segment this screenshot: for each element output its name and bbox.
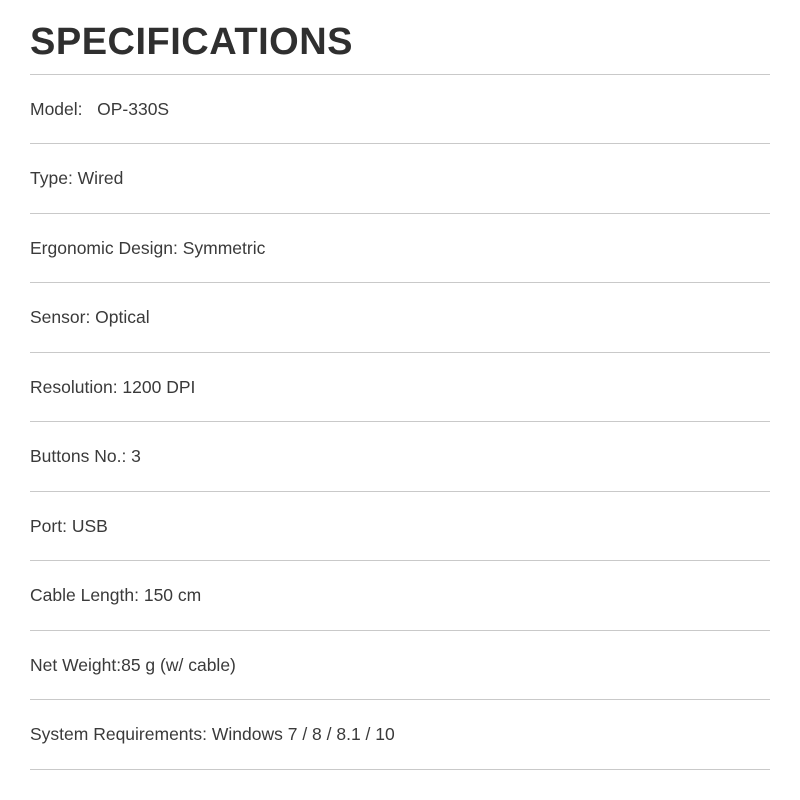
spec-row-text: System Requirements: Windows 7 / 8 / 8.1 / 10 [30,724,395,745]
spec-row-text: Port: USB [30,515,108,536]
page-title: SPECIFICATIONS [30,21,353,63]
spec-row [30,144,770,213]
spec-row-text: Net Weight:85 g (w/ cable) [30,654,236,675]
spec-row [30,631,770,700]
spec-row [30,214,770,283]
spec-row-text: Ergonomic Design: Symmetric [30,237,266,258]
spec-row-text: Type: Wired [30,168,124,189]
spec-row-text: Buttons No.: 3 [30,446,141,467]
spec-row-text: Sensor: Optical [30,307,150,328]
spec-row [30,353,770,422]
spec-row [30,492,770,561]
spec-row-text: Model: OP-330S [30,98,170,119]
spec-row [30,561,770,630]
spec-row [30,700,770,769]
spec-row-text: Cable Length: 150 cm [30,585,202,606]
spec-row [30,422,770,491]
spec-row-text: Resolution: 1200 DPI [30,376,196,397]
spec-row [30,283,770,352]
spec-row [30,75,770,144]
row-divider [30,769,770,770]
